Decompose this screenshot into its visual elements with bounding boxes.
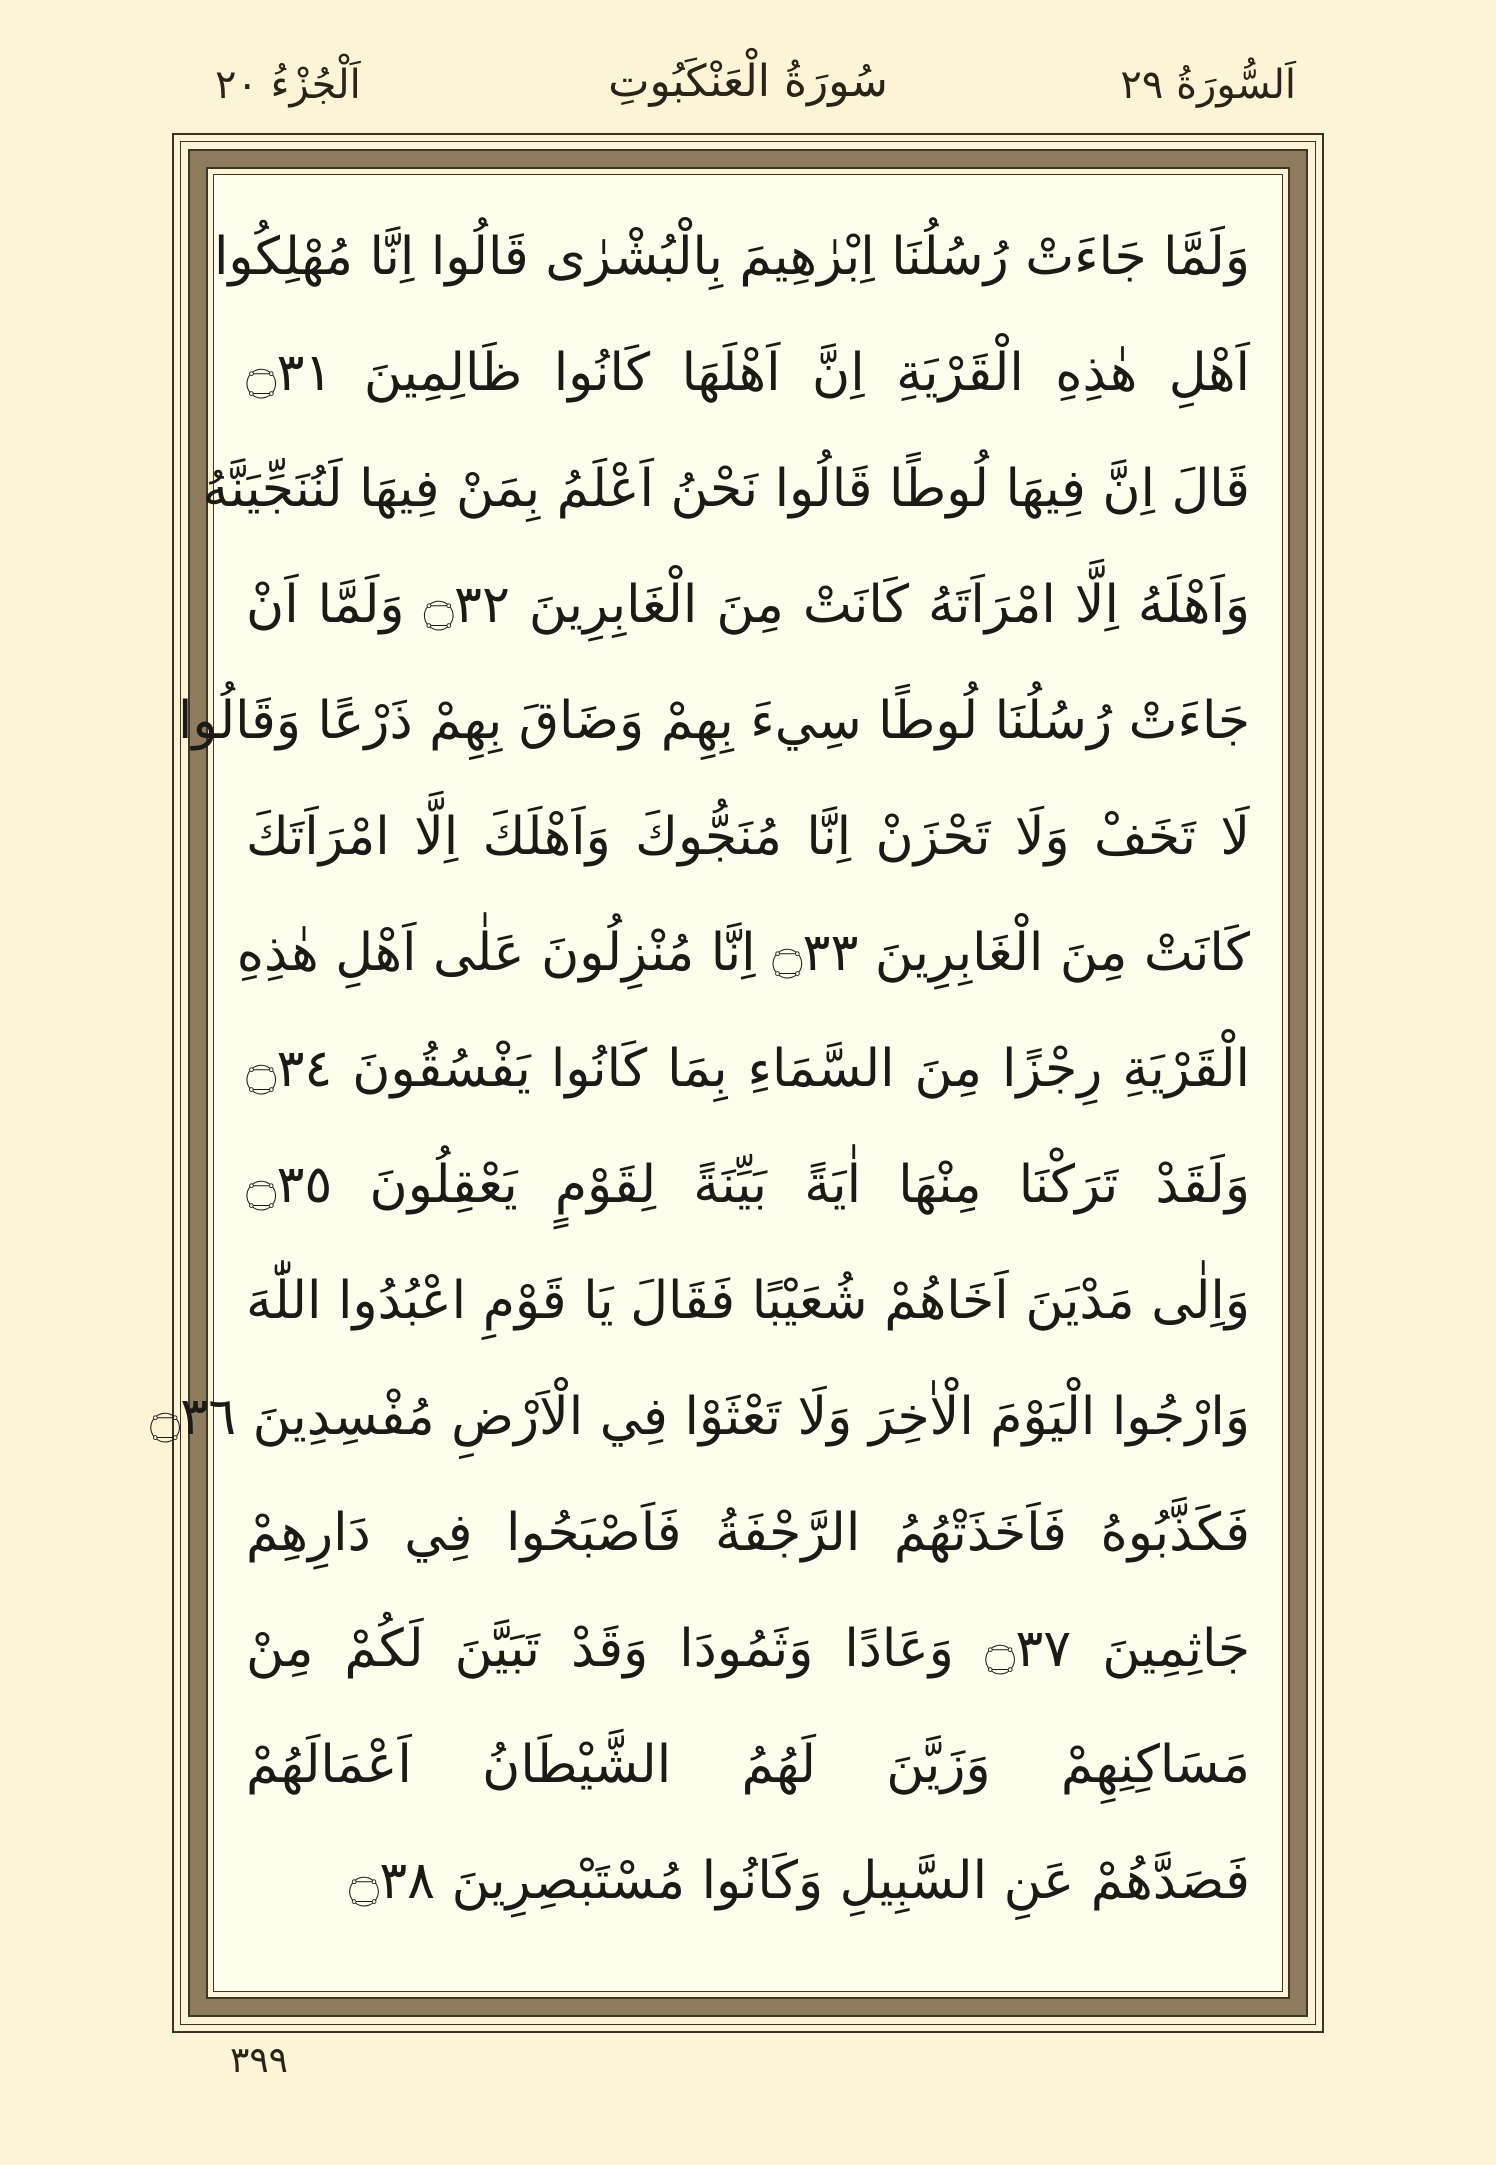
text-line-6: لَا تَخَفْ وَلَا تَحْزَنْ اِنَّا مُنَجُّوكَ وَاَهْلَكَ اِلَّا امْرَاَتَكَ: [246, 807, 1250, 867]
text-line-5: جَاءَتْ رُسُلُنَا لُوطًا سِيءَ بِهِمْ وَضَاقَ بِهِمْ ذَرْعًا وَقَالُوا: [177, 691, 1250, 751]
text-line-7: كَانَتْ مِنَ الْغَابِرِينَ ۝٣٣ اِنَّا مُنْزِلُونَ عَلٰى اَهْلِ هٰذِهِ: [236, 923, 1250, 983]
text-line-3: قَالَ اِنَّ فِيهَا لُوطًا قَالُوا نَحْنُ اَعْلَمُ بِمَنْ فِيهَا لَنُنَجِّيَنَّهُ: [202, 459, 1250, 519]
surah-number: اَلسُّورَةُ ٢٩: [1120, 62, 1296, 108]
page-header: [0, 52, 1496, 132]
juz-label: اَلْجُزْءُ ٢٠: [215, 62, 361, 108]
text-line-12: فَكَذَّبُوهُ فَاَخَذَتْهُمُ الرَّجْفَةُ فَاَصْبَحُوا فِي دَارِهِمْ: [246, 1503, 1250, 1563]
text-line-8: الْقَرْيَةِ رِجْزًا مِنَ السَّمَاءِ بِمَا كَانُوا يَفْسُقُونَ ۝٣٤: [246, 1039, 1250, 1099]
text-line-9: وَلَقَدْ تَرَكْنَا مِنْهَا اٰيَةً بَيِّنَةً لِقَوْمٍ يَعْقِلُونَ ۝٣٥: [246, 1155, 1250, 1215]
text-line-4: وَاَهْلَهُ اِلَّا امْرَاَتَهُ كَانَتْ مِنَ الْغَابِرِينَ ۝٣٢ وَلَمَّا اَنْ: [246, 575, 1250, 635]
text-line-13: جَاثِمِينَ ۝٣٧ وَعَادًا وَثَمُودَا وَقَدْ تَبَيَّنَ لَكُمْ مِنْ: [246, 1619, 1250, 1679]
text-line-14: مَسَاكِنِهِمْ وَزَيَّنَ لَهُمُ الشَّيْطَانُ اَعْمَالَهُمْ: [246, 1735, 1250, 1795]
text-line-1: وَلَمَّا جَاءَتْ رُسُلُنَا اِبْرٰهِيمَ بِالْبُشْرٰى قَالُوا اِنَّا مُهْلِكُوا: [213, 227, 1250, 287]
text-line-11: وَارْجُوا الْيَوْمَ الْاٰخِرَ وَلَا تَعْثَوْا فِي الْاَرْضِ مُفْسِدِينَ ۝٣٦: [149, 1387, 1250, 1447]
page-frame: [149, 133, 1324, 2033]
surah-name: سُورَةُ الْعَنْكَبُوتِ: [608, 56, 888, 107]
text-line-15: فَصَدَّهُمْ عَنِ السَّبِيلِ وَكَانُوا مُسْتَبْصِرِينَ ۝٣٨: [348, 1851, 1250, 1911]
text-line-10: وَاِلٰى مَدْيَنَ اَخَاهُمْ شُعَيْبًا فَقَالَ يَا قَوْمِ اعْبُدُوا اللّٰهَ: [246, 1271, 1250, 1331]
verse-text-area: [149, 199, 1250, 1991]
text-line-2: اَهْلِ هٰذِهِ الْقَرْيَةِ اِنَّ اَهْلَهَا كَانُوا ظَالِمِينَ ۝٣١: [246, 343, 1250, 403]
page-number: ٣٩٩: [230, 2040, 289, 2081]
